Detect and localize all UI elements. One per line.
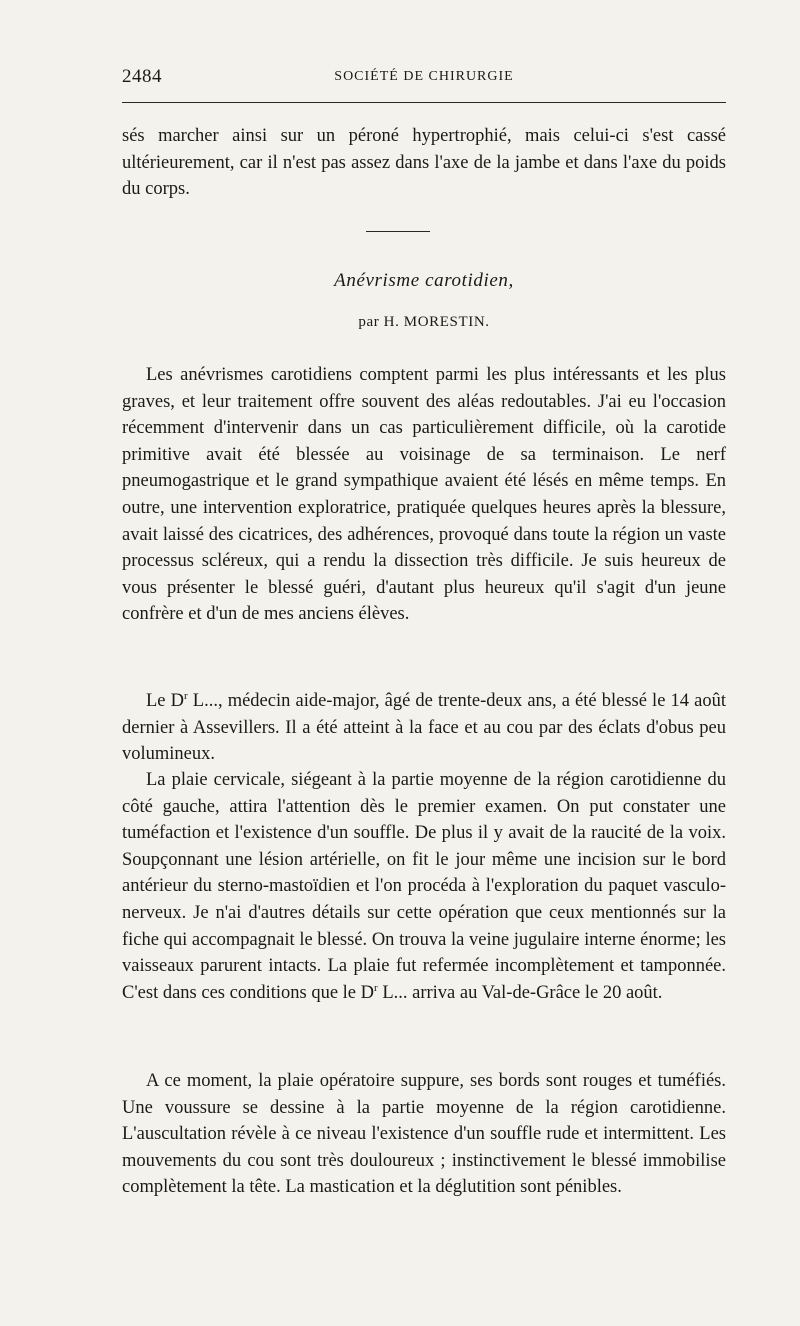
article-title: Anévrisme carotidien, (334, 270, 514, 291)
wound-text-sup: r (374, 981, 378, 994)
intro-paragraph: Les anévrismes carotidiens comptent parmi les plus intéressants et les plus graves, et leur traitement offre souvent des aléas redoutables. J'ai eu l'occasion récemment d'intervenir dans un cas particulièrement difficile, où la carotide primitive avait été blessée au voisinage de sa terminaison. Le nerf pneumogastrique et le grand sympathique avaient été lésés en même temps. En outre, une intervention exploratrice, pratiquée quelques heures après la blessure, avait laissé des cicatrices, des adhérences, provoqué dans toute la région un vaste processus scléreux, qui a rendu la dissection très difficile. Je suis heureux de vous présenter le blessé guéri, d'autant plus heureux qu'il s'agit d'un jeune confrère et d'un de mes anciens élèves. (122, 365, 726, 625)
wound-text-post: L... arriva au Val-de-Grâce le 20 août. (377, 982, 663, 1003)
article-byline: par H. MORESTIN. (358, 314, 490, 330)
case-paragraph (122, 688, 726, 768)
running-title: SOCIÉTÉ DE CHIRURGIE (334, 69, 514, 84)
wound-text-pre: La plaie cervicale, siégeant à la partie moyenne de la région carotidienne du côté gauche, attira l'attention dès le premier examen. On put constater une tuméfaction et l'existence d'un souffle. De plus il y avait de la raucité de la voix. Soupçonnant une lésion artérielle, on fit le jour même une incision sur le bord antérieur du sterno-mastoïdien et l'on procéda à l'exploration du paquet vasculo-nerveux. Je n'ai d'autres détails sur cette opération que ceux mentionnés sur la fiche qui accompagnait le blessé. On trouva la veine jugulaire interne énorme; les vaisseaux parurent intacts. La plaie fut refermée incomplètement et tamponnée. C'est dans ces conditions que le D (122, 770, 726, 1003)
case-text-post: L..., médecin aide-major, âgé de trente-deux ans, a été blessé le 14 août dernier à Assevillers. Il a été atteint à la face et au cou par des éclats d'obus peu volumineux. (122, 691, 726, 765)
case-text-sup: r (184, 689, 188, 702)
header-rule (122, 102, 726, 103)
section-divider (366, 231, 430, 232)
case-text-pre: Le D (146, 691, 184, 711)
wound-paragraph (122, 767, 726, 1006)
page-header (122, 66, 726, 90)
page-number: 2484 (122, 66, 162, 87)
continuation-paragraph: sés marcher ainsi sur un péroné hypertrophié, mais celui-ci s'est cassé ultérieurement, car il n'est pas assez dans l'axe de la jambe et dans l'axe du poids du corps. (122, 126, 726, 200)
moment-paragraph: A ce moment, la plaie opératoire suppure, ses bords sont rouges et tuméfiés. Une voussure se dessine à la partie moyenne de la région carotidienne. L'auscultation révèle à ce niveau l'existence d'un souffle rude et intermittent. Les mouvements du cou sont très douloureux ; instinctivement le blessé immobilise complètement la tête. La mastication et la déglutition sont pénibles. (122, 1071, 726, 1198)
